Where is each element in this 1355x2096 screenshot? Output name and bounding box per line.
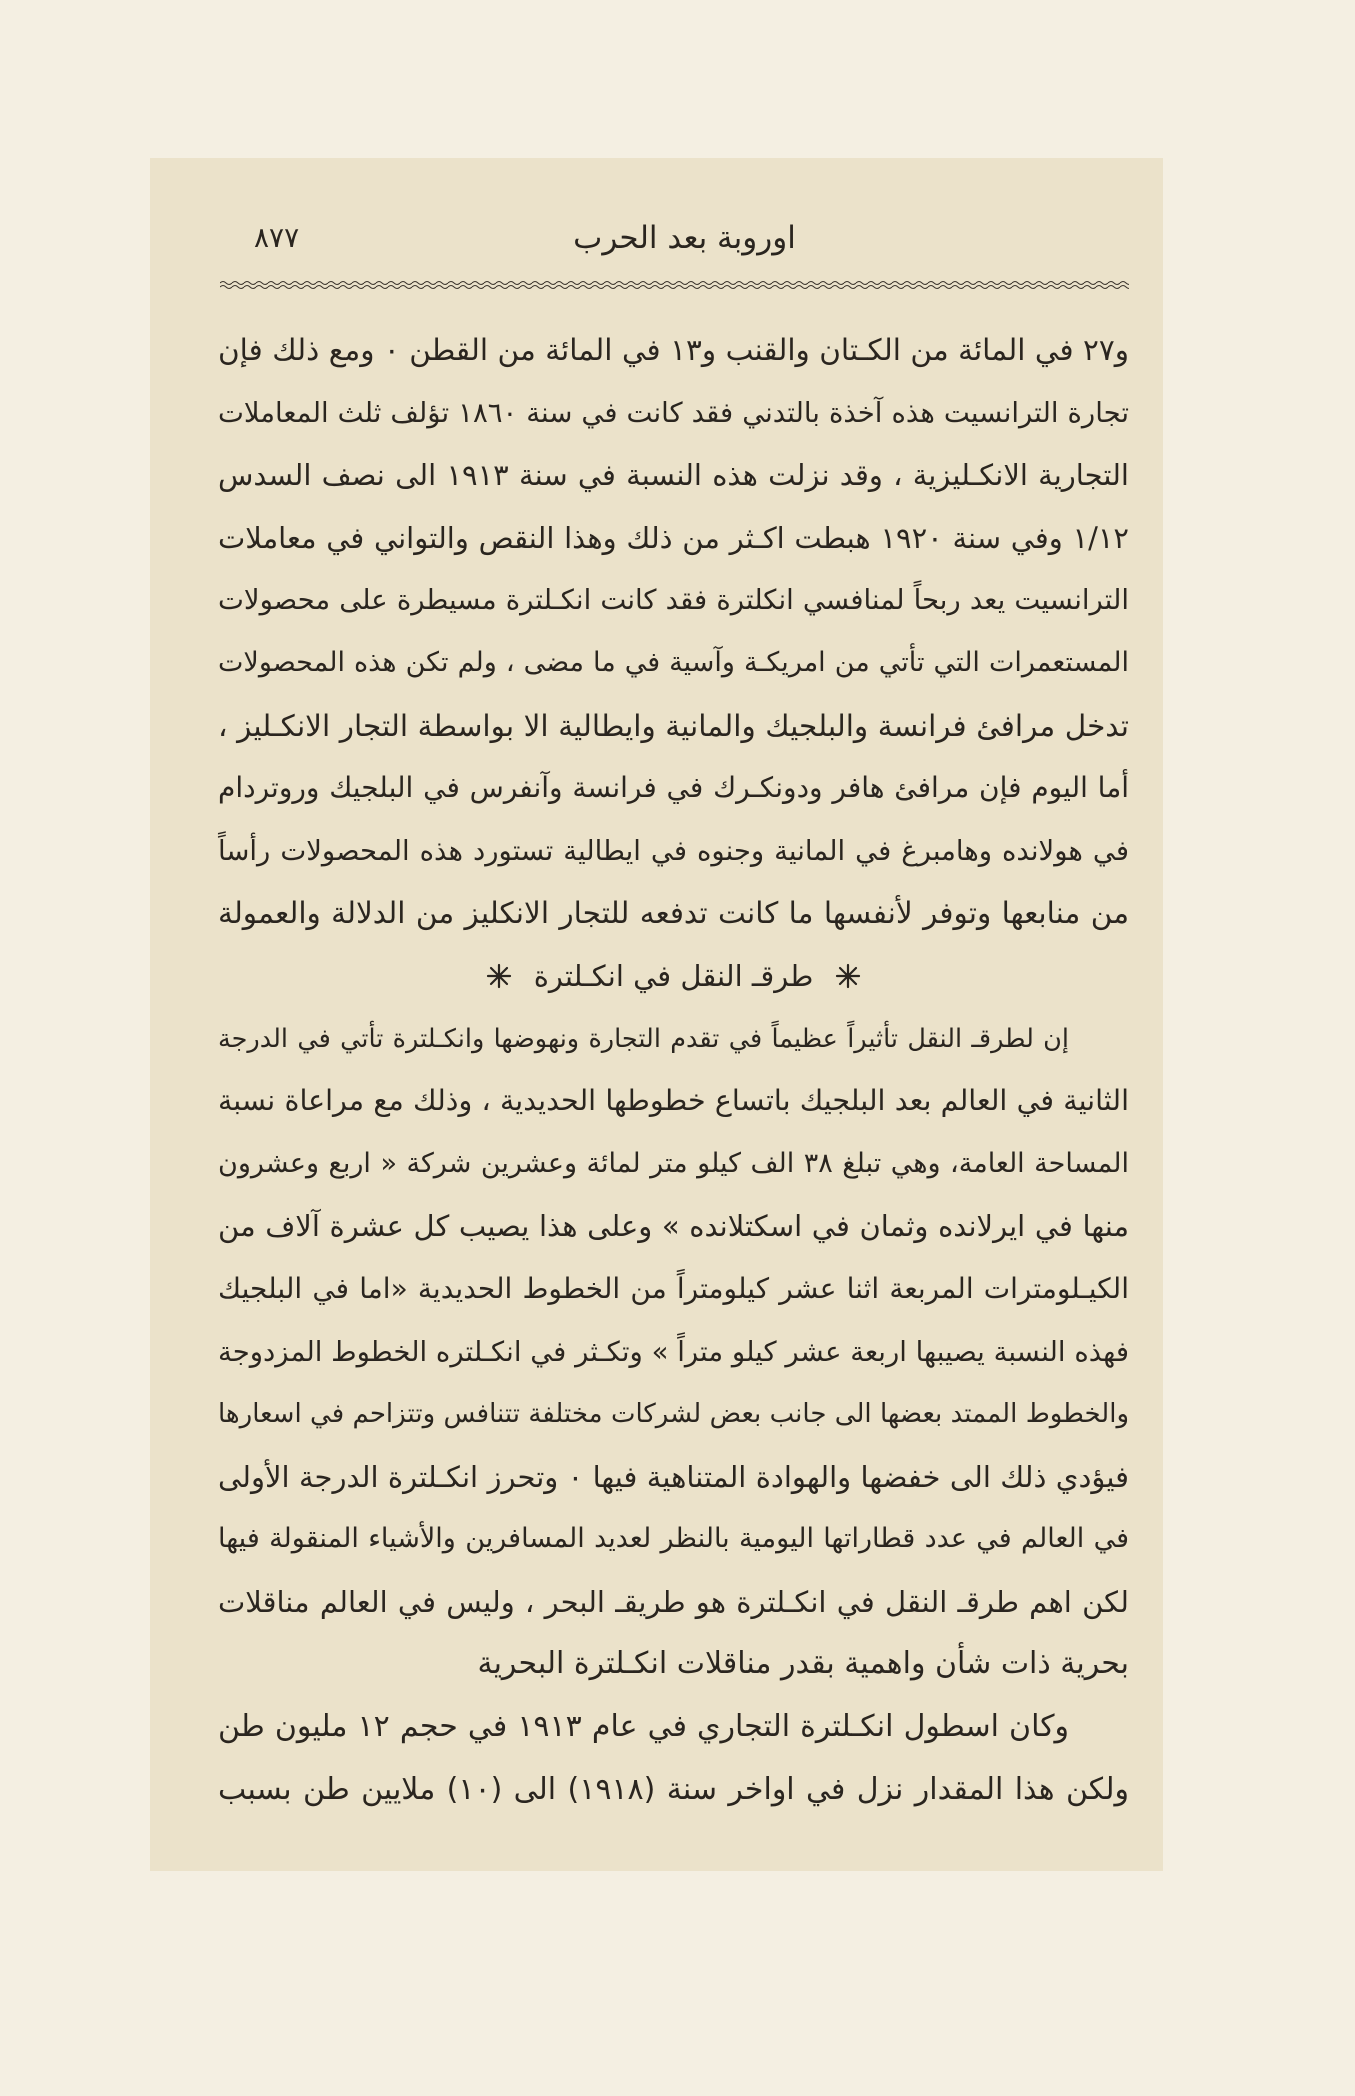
text-line: في العالم في عدد قطاراتها اليومية بالنظر لعديد المسافرين والأشياء المنقولة فيها: [218, 1523, 1129, 1555]
text-line: الكيـلومترات المربعة اثنا عشر كيلومتراً من الخطوط الحديدية «اما في البلجيك: [218, 1271, 1129, 1305]
running-title: اوروبة بعد الحرب: [573, 220, 796, 256]
text-line: ١/١٢ وفي سنة ١٩٢٠ هبطت اكـثر من ذلك وهذا النقص والتواني في معاملات: [218, 520, 1129, 555]
text-line: المساحة العامة، وهي تبلغ ٣٨ الف كيلو متر لمائة وعشرين شركة « اربع وعشرون: [218, 1147, 1129, 1179]
text-line: المستعمرات التي تأتي من امريكـة وآسية في ما مضى ، ولم تكن هذه المحصولات: [218, 646, 1129, 678]
text-line: تجارة الترانسيت هذه آخذة بالتدني فقد كانت في سنة ١٨٦٠ تؤلف ثلث المعاملات: [218, 396, 1129, 429]
text-line: بحرية ذات شأن واهمية بقدر مناقلات انكـلترة البحرية: [477, 1646, 1129, 1682]
page-number: ٨٧٧: [254, 221, 300, 254]
text-line: في هولانده وهامبرغ في المانية وجنوه في ايطالية تستورد هذه المحصولات رأساً: [218, 834, 1129, 867]
wavy-header-rule: [220, 278, 1129, 292]
body-text: [218, 319, 1129, 1821]
text-line: ولكن هذا المقدار نزل في اواخر سنة (١٩١٨) الى (١٠) ملايين طن بسبب: [218, 1771, 1130, 1807]
text-line: لكن اهم طرقـ النقل في انكـلترة هو طريقـ البحر ، وليس في العالم مناقلات: [218, 1584, 1129, 1619]
text-line: من منابعها وتوفر لأنفسها ما كانت تدفعه للتجار الانكليز من الدلالة والعمولة: [218, 896, 1129, 931]
text-line: إن لطرقـ النقل تأثيراً عظيماً في تقدم التجارة ونهوضها وانكـلترة تأتي في الدرجة: [218, 1023, 1069, 1054]
text-line: الثانية في العالم بعد البلجيك باتساع خطوطها الحديدية ، وذلك مع مراعاة نسبة: [218, 1084, 1129, 1118]
text-line: فيؤدي ذلك الى خفضها والهوادة المتناهية فيها ٠ وتحرز انكـلترة الدرجة الأولى: [218, 1459, 1130, 1494]
star-ornament-icon: [486, 963, 512, 989]
text-line: وكان اسطول انكـلترة التجاري في عام ١٩١٣ في حجم ١٢ مليون طن: [218, 1709, 1069, 1745]
text-line: أما اليوم فإن مرافئ هافر ودونكـرك في فرانسة وآنفرس في البلجيك وروتردام: [218, 771, 1129, 805]
text-line: تدخل مرافئ فرانسة والبلجيك والمانية وايطالية الا بواسطة التجار الانكـليز ،: [218, 708, 1129, 743]
text-line: التجارية الانكـليزية ، وقد نزلت هذه النسبة في سنة ١٩١٣ الى نصف السدس: [218, 458, 1129, 493]
text-line: والخطوط الممتد بعضها الى جانب بعض لشركات مختلفة تتنافس وتتزاحم في اسعارها: [218, 1399, 1129, 1430]
section-heading: [218, 945, 1129, 1008]
text-line: فهذه النسبة يصيبها اربعة عشر كيلو متراً » وتكـثر في انكـلتره الخطوط المزدوجة: [218, 1335, 1129, 1368]
running-head: [218, 210, 1129, 266]
section-heading-text: طرقـ النقل في انكـلترة: [533, 958, 814, 993]
text-line: الترانسيت يعد ربحاً لمنافسي انكلترة فقد كانت انكـلترة مسيطرة على محصولات: [218, 584, 1129, 617]
book-page: [150, 158, 1163, 1871]
text-line: و٢٧ في المائة من الكـتان والقنب و١٣ في المائة من القطن ٠ ومع ذلك فإن: [218, 333, 1129, 367]
star-ornament-icon: [835, 963, 861, 989]
text-line: منها في ايرلانده وثمان في اسكتلانده » وعلى هذا يصيب كل عشرة آلاف من: [218, 1209, 1129, 1244]
